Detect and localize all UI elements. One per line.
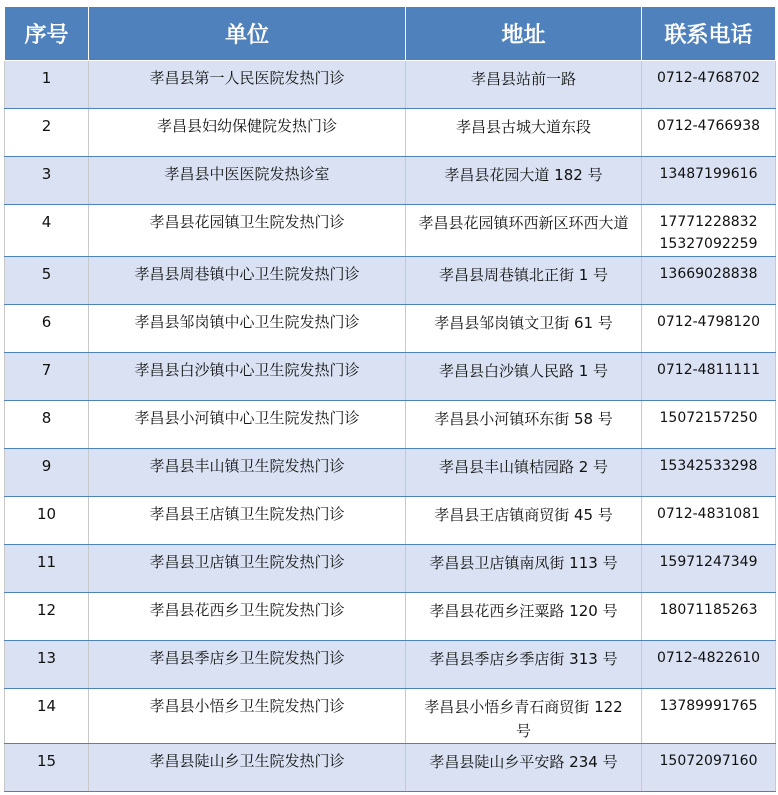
- row-address: 孝昌县花园大道 182 号: [406, 157, 642, 205]
- row-number: 15: [5, 744, 89, 792]
- row-unit: 孝昌县丰山镇卫生院发热门诊: [89, 449, 406, 497]
- row-number: 9: [5, 449, 89, 497]
- row-phone: 15971247349: [642, 545, 776, 593]
- table-row: [5, 401, 776, 449]
- row-address: 孝昌县丰山镇桔园路 2 号: [406, 449, 642, 497]
- table-row: [5, 545, 776, 593]
- table-row: [5, 205, 776, 257]
- table-row: [5, 641, 776, 689]
- row-phone: 15342533298: [642, 449, 776, 497]
- row-phone: 0712-4811111: [642, 353, 776, 401]
- row-number: 11: [5, 545, 89, 593]
- row-phone: 18071185263: [642, 593, 776, 641]
- table-row: [5, 497, 776, 545]
- row-number: 12: [5, 593, 89, 641]
- row-address: 孝昌县王店镇商贸街 45 号: [406, 497, 642, 545]
- row-unit: 孝昌县邹岗镇中心卫生院发热门诊: [89, 305, 406, 353]
- row-number: 8: [5, 401, 89, 449]
- row-number: 5: [5, 257, 89, 305]
- table-row: [5, 353, 776, 401]
- row-address: 孝昌县邹岗镇文卫街 61 号: [406, 305, 642, 353]
- row-phone: 13669028838: [642, 257, 776, 305]
- row-address: 孝昌县花园镇环西新区环西大道: [406, 205, 642, 257]
- table-row: [5, 744, 776, 792]
- row-number: 6: [5, 305, 89, 353]
- table-row: [5, 689, 776, 744]
- row-phone: 15072157250: [642, 401, 776, 449]
- row-number: 3: [5, 157, 89, 205]
- row-unit: 孝昌县小悟乡卫生院发热门诊: [89, 689, 406, 744]
- row-unit: 孝昌县白沙镇中心卫生院发热门诊: [89, 353, 406, 401]
- row-number: 4: [5, 205, 89, 257]
- row-unit: 孝昌县第一人民医院发热门诊: [89, 61, 406, 109]
- row-phone: 0712-4798120: [642, 305, 776, 353]
- table-header-row: [5, 7, 776, 61]
- row-address: 孝昌县花西乡汪粟路 120 号: [406, 593, 642, 641]
- row-unit: 孝昌县花园镇卫生院发热门诊: [89, 205, 406, 257]
- row-number: 13: [5, 641, 89, 689]
- row-number: 2: [5, 109, 89, 157]
- row-address: 孝昌县站前一路: [406, 61, 642, 109]
- header-number: 序号: [5, 7, 89, 61]
- row-unit: 孝昌县卫店镇卫生院发热门诊: [89, 545, 406, 593]
- header-phone: 联系电话: [642, 7, 776, 61]
- row-phone: 0712-4831081: [642, 497, 776, 545]
- row-number: 10: [5, 497, 89, 545]
- row-unit: 孝昌县陡山乡卫生院发热门诊: [89, 744, 406, 792]
- row-address: 孝昌县古城大道东段: [406, 109, 642, 157]
- row-number: 7: [5, 353, 89, 401]
- row-address: 孝昌县卫店镇南凤街 113 号: [406, 545, 642, 593]
- row-unit: 孝昌县中医医院发热诊室: [89, 157, 406, 205]
- row-phone: 13789991765: [642, 689, 776, 744]
- row-phone: 0712-4766938: [642, 109, 776, 157]
- table-row: [5, 449, 776, 497]
- row-address: 孝昌县白沙镇人民路 1 号: [406, 353, 642, 401]
- row-address: 孝昌县周巷镇北正街 1 号: [406, 257, 642, 305]
- table-row: [5, 305, 776, 353]
- header-unit: 单位: [89, 7, 406, 61]
- fever-clinic-table: [4, 6, 776, 792]
- row-phone: 15072097160: [642, 744, 776, 792]
- table-row: [5, 593, 776, 641]
- table-row: [5, 157, 776, 205]
- row-number: 1: [5, 61, 89, 109]
- table-row: [5, 109, 776, 157]
- row-unit: 孝昌县妇幼保健院发热门诊: [89, 109, 406, 157]
- table-row: [5, 257, 776, 305]
- row-phone: 13487199616: [642, 157, 776, 205]
- table-row: [5, 61, 776, 109]
- row-unit: 孝昌县周巷镇中心卫生院发热门诊: [89, 257, 406, 305]
- row-address: 孝昌县小河镇环东街 58 号: [406, 401, 642, 449]
- row-phone: 0712-4822610: [642, 641, 776, 689]
- row-address: 孝昌县小悟乡青石商贸街 122 号: [406, 689, 642, 744]
- row-unit: 孝昌县季店乡卫生院发热门诊: [89, 641, 406, 689]
- row-address: 孝昌县陡山乡平安路 234 号: [406, 744, 642, 792]
- row-phone: 0712-4768702: [642, 61, 776, 109]
- row-phone: 17771228832 15327092259: [642, 205, 776, 257]
- header-address: 地址: [406, 7, 642, 61]
- row-unit: 孝昌县王店镇卫生院发热门诊: [89, 497, 406, 545]
- row-unit: 孝昌县花西乡卫生院发热门诊: [89, 593, 406, 641]
- row-address: 孝昌县季店乡季店街 313 号: [406, 641, 642, 689]
- row-unit: 孝昌县小河镇中心卫生院发热门诊: [89, 401, 406, 449]
- row-number: 14: [5, 689, 89, 744]
